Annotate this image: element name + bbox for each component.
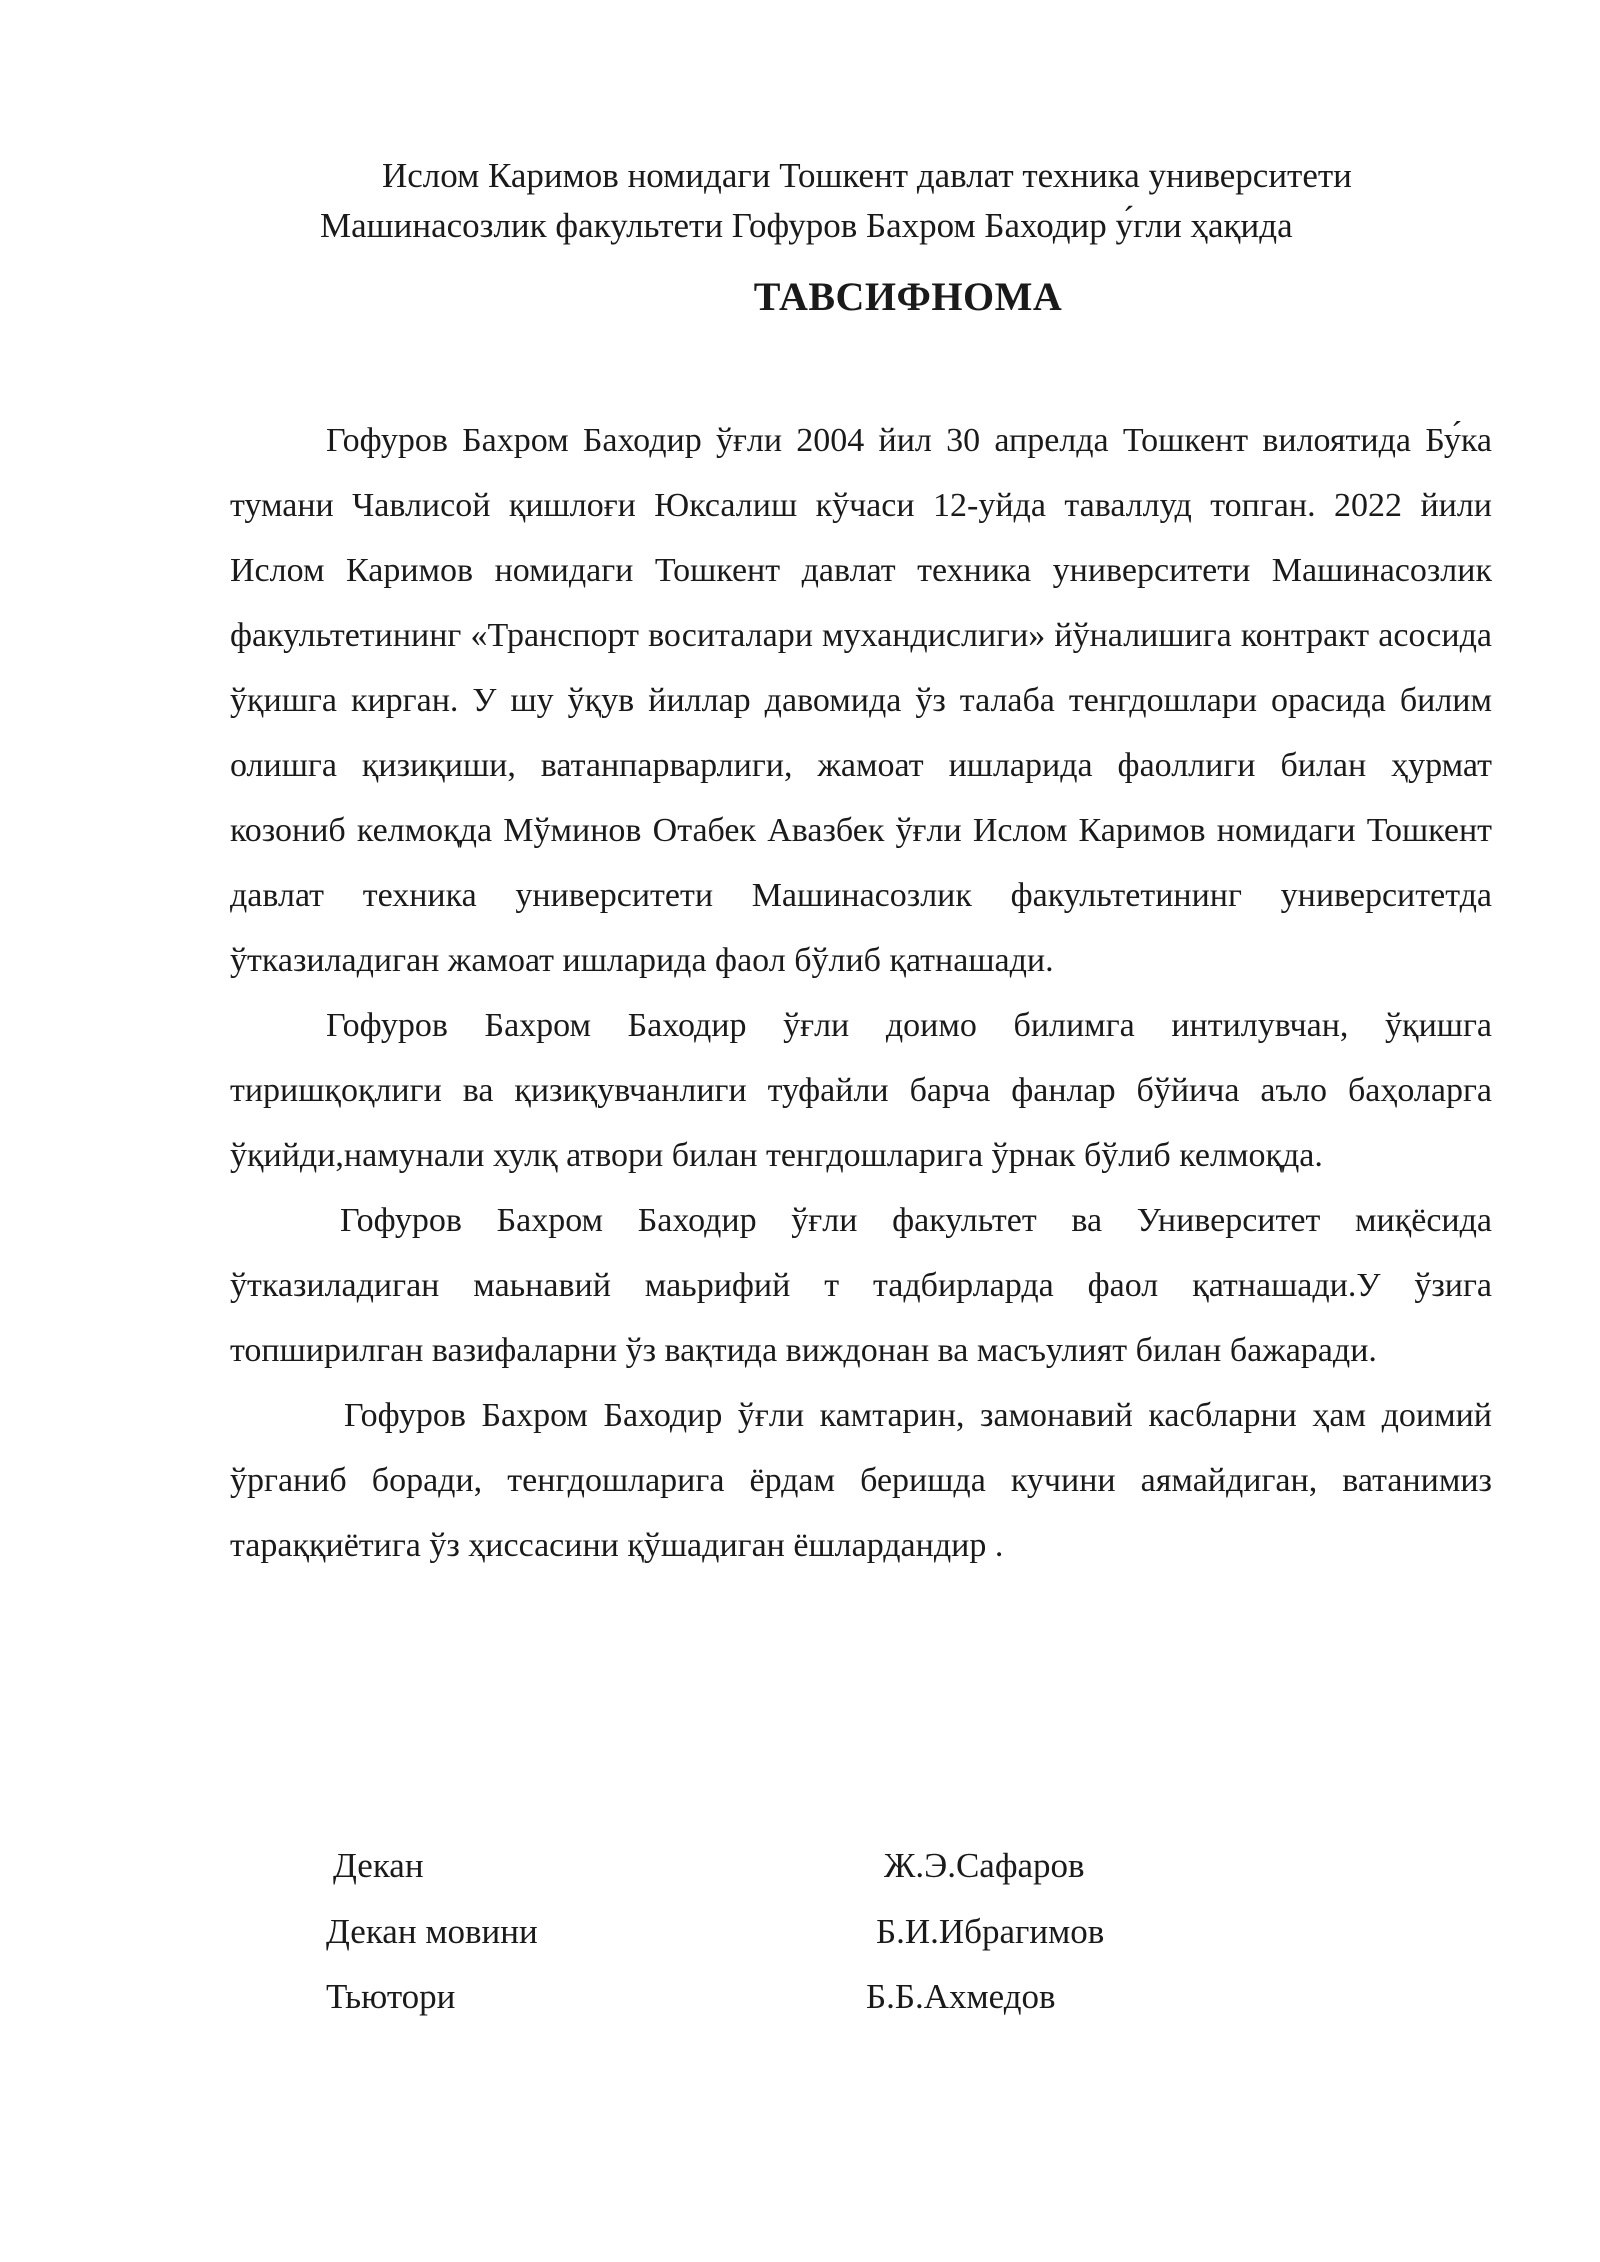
signature-name-deputy-dean: Б.И.Ибрагимов (876, 1912, 1105, 1951)
document-title: ТАВСИФНОМА (753, 274, 1063, 319)
signature-role-tutor: Тьютори (326, 1977, 456, 2016)
header-university-line: Ислом Каримов номидаги Тошкент давлат техника университети (382, 156, 1352, 195)
document-body (230, 408, 1492, 1578)
header-faculty-student-line: Машинасозлик факультети Гофуров Бахром Баходир у́гли ҳақида (320, 206, 1293, 245)
body-paragraph-biography: Гофуров Бахром Баходир ўғли 2004 йил 30 апрелда Тошкент вилоятида Бу́ка тумани Чавлисой қишлоғи Юксалиш кўчаси 12-уйда таваллуд топган. 2022 йили Ислом Каримов номидаги Тошкент давлат техника университети Машинасозлик факультетининг «Транспорт воситалари мухандислиги» йўналишига контракт асосида ўқишга кирган. У шу ўқув йиллар давомида ўз талаба тенгдошлари орасида билим олишга қизиқиши, ватанпарварлиги, жамоат ишларида фаоллиги билан ҳурмат козониб келмоқда Мўминов Отабек Авазбек ўғли Ислом Каримов номидаги Тошкент давлат техника университети Машинасозлик факультетининг университетда ўтказиладиган жамоат ишларида фаол бўлиб қатнашади. (230, 422, 1492, 979)
signature-role-dean: Декан (333, 1846, 424, 1885)
body-paragraph-conclusion: Гофуров Бахром Баходир ўғли камтарин, замонавий касбларни ҳам доимий ўрганиб боради, тенгдошларига ёрдам беришда кучини аямайдиган, ватанимиз тараққиётига ўз ҳиссасини қўшадиган ёшлардандир . (230, 1397, 1492, 1564)
signature-name-tutor: Б.Б.Ахмедов (866, 1977, 1056, 2016)
body-paragraph-studies: Гофуров Бахром Баходир ўғли доимо билимга интилувчан, ўқишга тиришқоқлиги ва қизиқувчанлиги туфайли барча фанлар бўйича аъло баҳоларга ўқийди,намунали хулқ атвори билан тенгдошларига ўрнак бўлиб келмоқда. (230, 1007, 1492, 1174)
signature-role-deputy-dean: Декан мовини (326, 1912, 538, 1951)
signature-name-dean: Ж.Э.Сафаров (884, 1846, 1085, 1885)
body-paragraph-activities: Гофуров Бахром Баходир ўғли факультет ва Университет миқёсида ўтказиладиган маьнавий маьрифий т тадбирларда фаол қатнашади.У ўзига топширилган вазифаларни ўз вақтида виждонан ва масъулият билан бажаради. (230, 1202, 1492, 1369)
